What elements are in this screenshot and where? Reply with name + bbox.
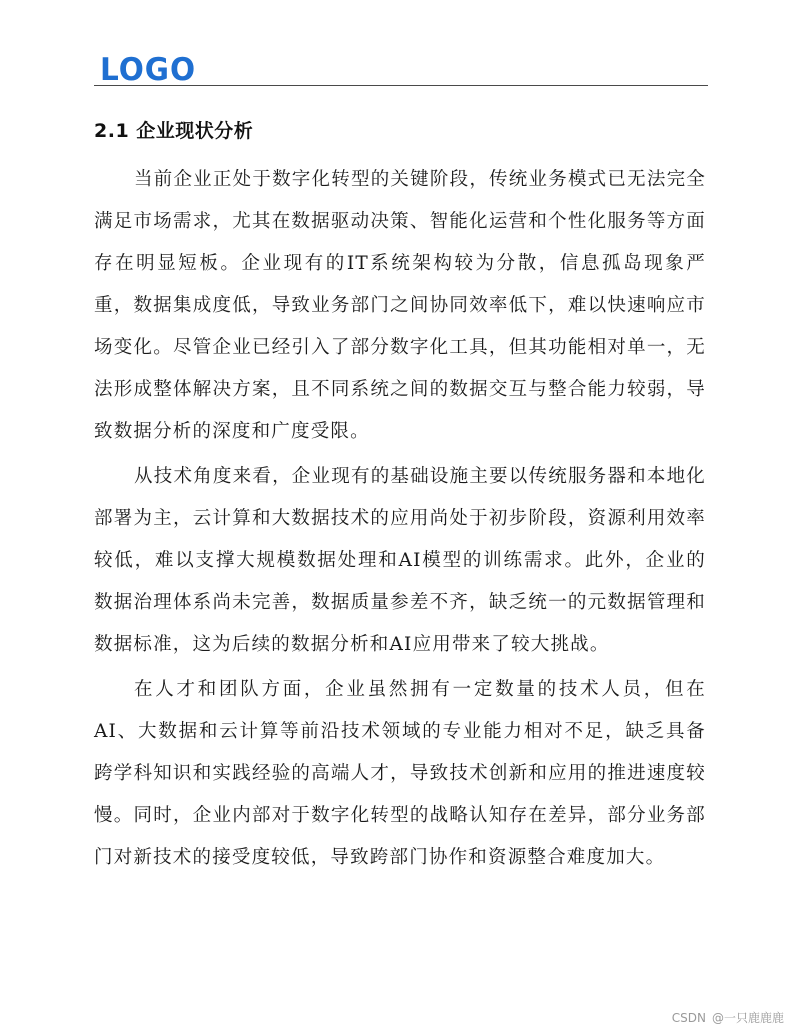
watermark — [672, 1009, 784, 1026]
paragraph-talent: 在人才和团队方面，企业虽然拥有一定数量的技术人员，但在AI、大数据和云计算等前沿技术领域的专业能力相对不足，缺乏具备跨学科知识和实践经验的高端人才，导致技术创新和应用的推进速度较慢。同时，企业内部对于数字化转型的战略认知存在差异，部分业务部门对新技术的接受度较低，导致跨部门协作和资源整合难度加大。 — [94, 679, 706, 868]
header-divider — [94, 85, 708, 86]
body-content — [94, 159, 706, 882]
logo-graphic — [100, 53, 200, 83]
paragraph-current-status: 当前企业正处于数字化转型的关键阶段，传统业务模式已无法完全满足市场需求，尤其在数据驱动决策、智能化运营和个性化服务等方面存在明显短板。企业现有的IT系统架构较为分散，信息孤岛现象严重，数据集成度低，导致业务部门之间协同效率低下，难以快速响应市场变化。尽管企业已经引入了部分数字化工具，但其功能相对单一，无法形成整体解决方案，且不同系统之间的数据交互与整合能力较弱，导致数据分析的深度和广度受限。 — [94, 169, 706, 442]
watermark-author: @一只鹿鹿鹿 — [711, 1011, 784, 1025]
watermark-source: CSDN — [671, 1010, 706, 1025]
section-title: 2.1 企业现状分析 — [94, 120, 254, 142]
svg-text:LOGO: LOGO — [100, 53, 196, 83]
paragraph-technology: 从技术角度来看，企业现有的基础设施主要以传统服务器和本地化部署为主，云计算和大数据技术的应用尚处于初步阶段，资源利用效率较低，难以支撑大规模数据处理和AI模型的训练需求。此外，企业的数据治理体系尚未完善，数据质量参差不齐，缺乏统一的元数据管理和数据标准，这为后续的数据分析和AI应用带来了较大挑战。 — [94, 466, 706, 655]
logo — [100, 50, 200, 86]
